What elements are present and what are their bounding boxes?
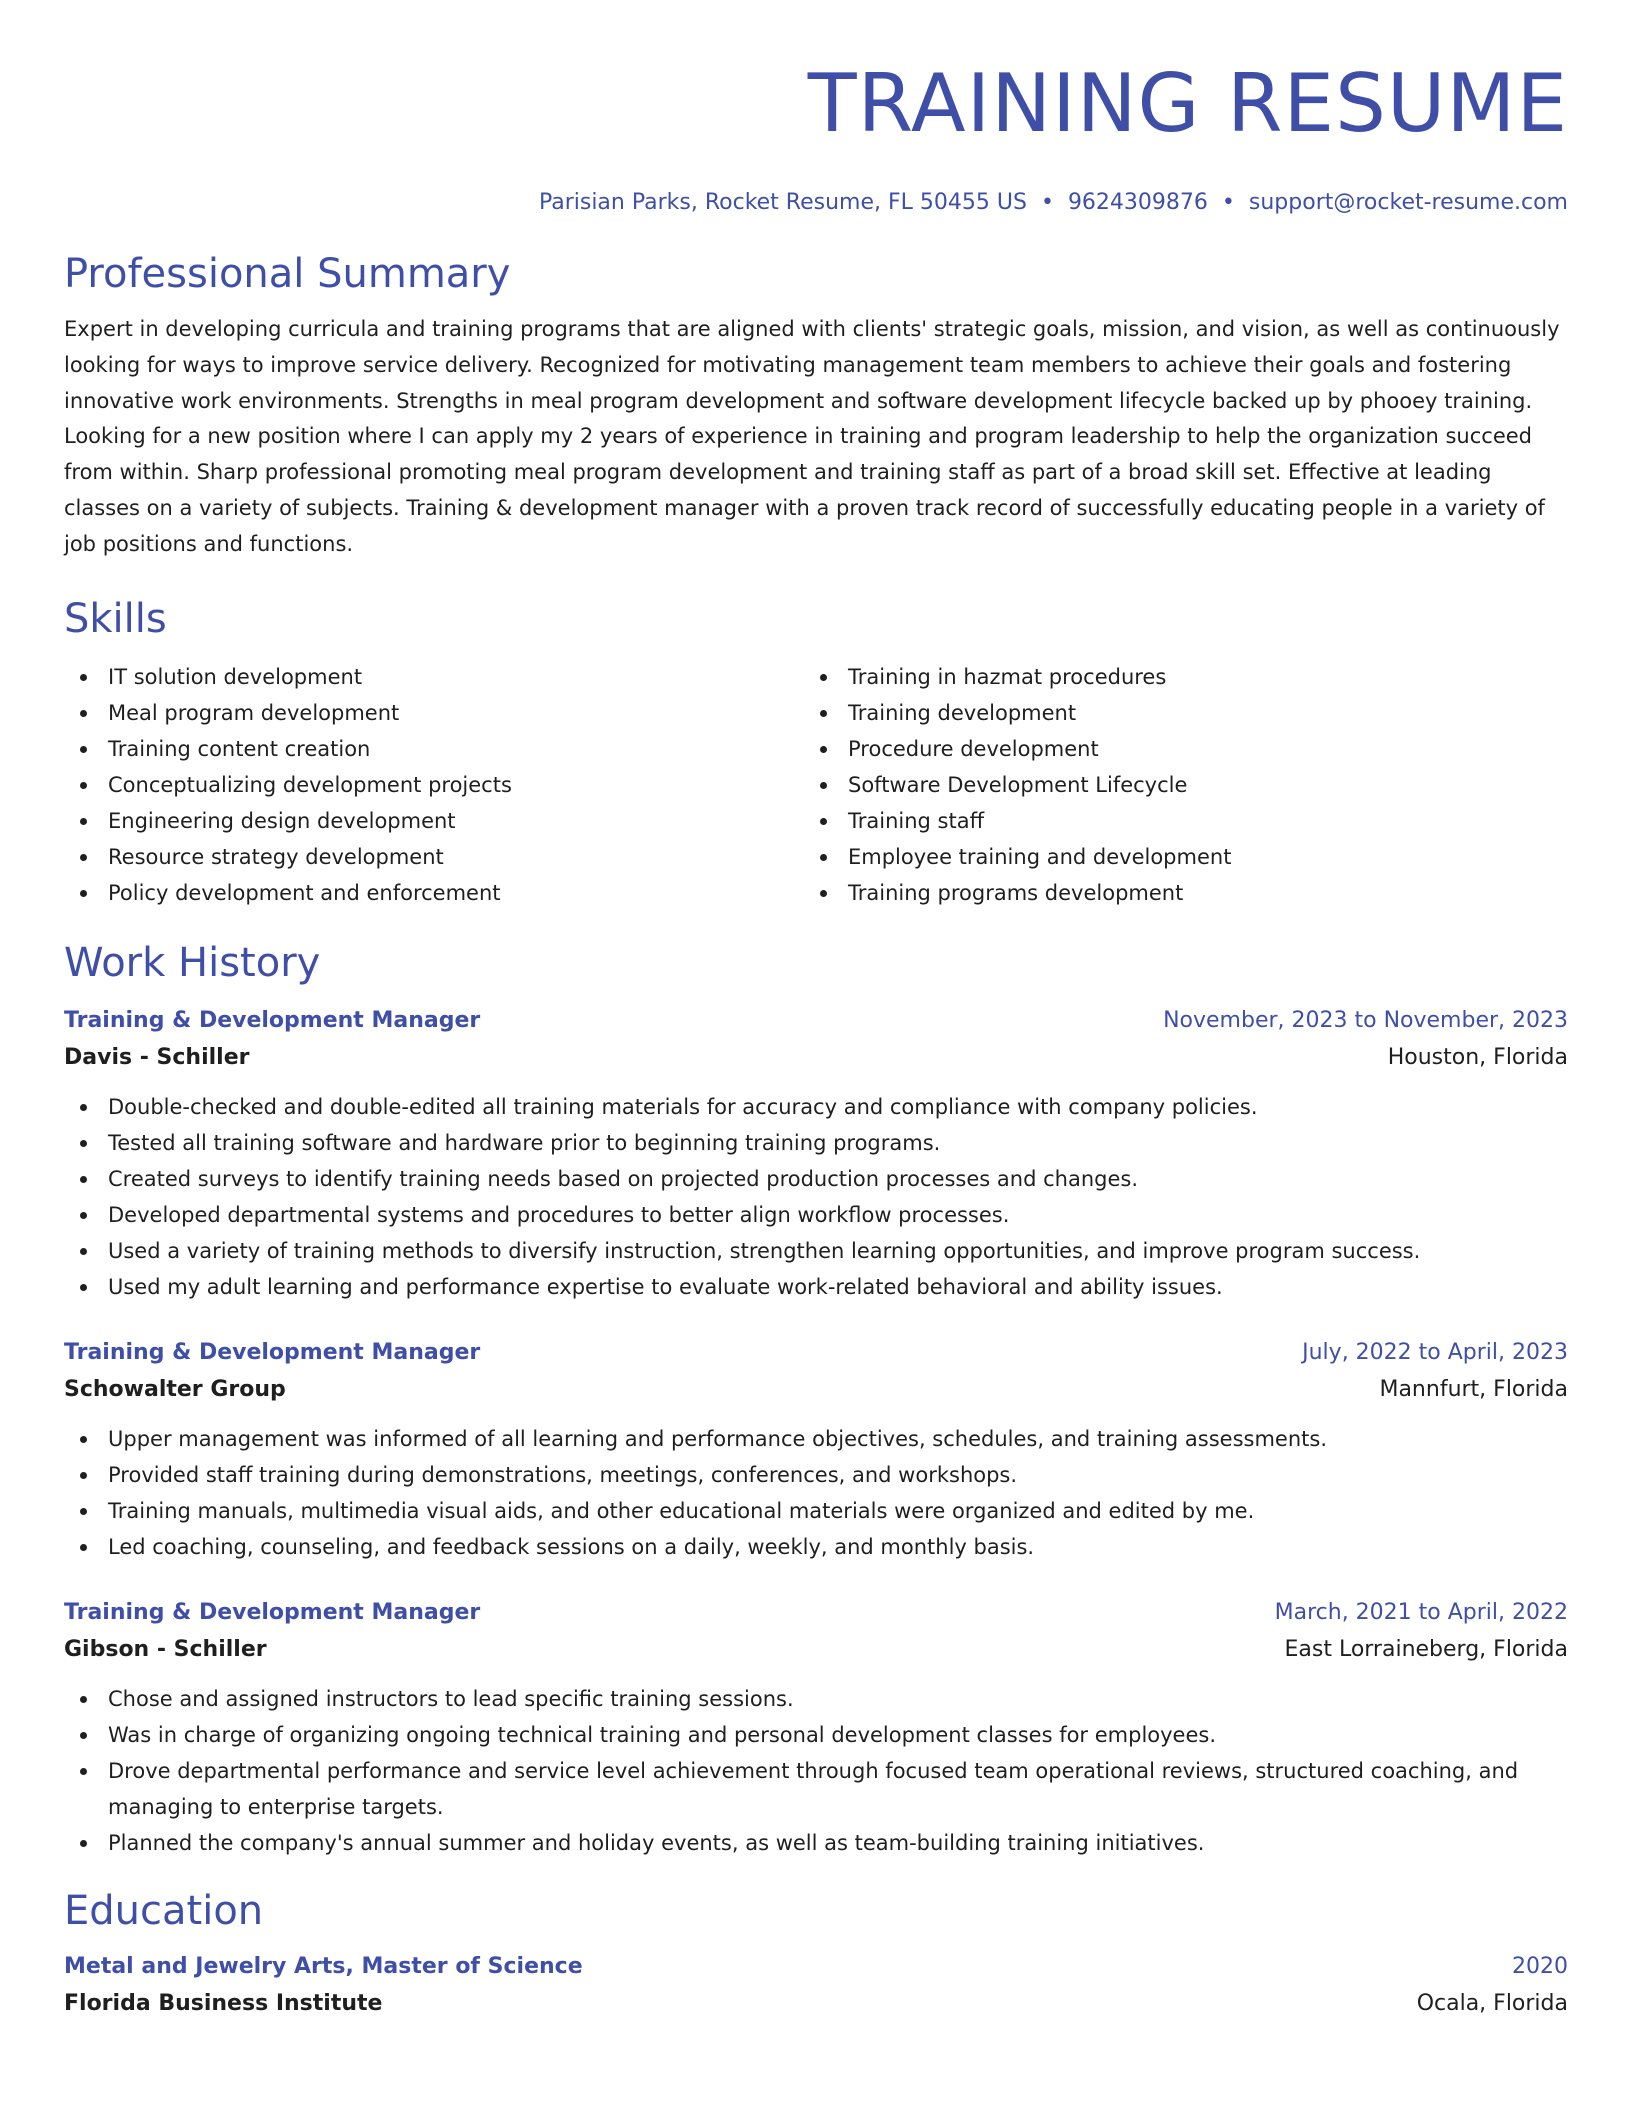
skill-item: Training programs development bbox=[804, 875, 1544, 911]
contact-email: support@rocket-resume.com bbox=[1248, 190, 1568, 215]
job-bullet: Was in charge of organizing ongoing technical training and personal development classes for employees. bbox=[64, 1717, 1568, 1753]
job-company: Davis - Schiller bbox=[64, 1044, 250, 1070]
job-title: Training & Development Manager bbox=[64, 1007, 481, 1033]
skills-heading: Skills bbox=[64, 595, 167, 642]
skill-item: Training in hazmat procedures bbox=[804, 659, 1544, 695]
education-year: 2020 bbox=[1512, 1953, 1568, 1979]
job-bullets bbox=[64, 1089, 1568, 1305]
job-company: Gibson - Schiller bbox=[64, 1636, 267, 1662]
work-history-heading: Work History bbox=[64, 939, 321, 986]
contact-phone: 9624309876 bbox=[1067, 190, 1208, 215]
job-dates: March, 2021 to April, 2022 bbox=[1274, 1599, 1568, 1625]
skill-item: Employee training and development bbox=[804, 839, 1544, 875]
education-school: Florida Business Institute bbox=[64, 1990, 383, 2016]
job-bullet: Double-checked and double-edited all training materials for accuracy and compliance with company policies. bbox=[64, 1089, 1568, 1125]
job-entry bbox=[64, 1595, 1568, 1861]
job-title: Training & Development Manager bbox=[64, 1599, 481, 1625]
contact-separator: • bbox=[1040, 190, 1054, 215]
job-bullet: Chose and assigned instructors to lead specific training sessions. bbox=[64, 1681, 1568, 1717]
education-degree: Metal and Jewelry Arts, Master of Science bbox=[64, 1953, 583, 1979]
summary-heading: Professional Summary bbox=[64, 251, 511, 297]
skill-item: Training staff bbox=[804, 803, 1544, 839]
skills-columns bbox=[64, 659, 1568, 911]
job-bullet: Tested all training software and hardware prior to beginning training programs. bbox=[64, 1125, 1568, 1161]
skill-item: IT solution development bbox=[64, 659, 804, 695]
job-bullet: Drove departmental performance and service level achievement through focused team operational reviews, structured coaching, and managing to enterprise targets. bbox=[64, 1753, 1568, 1825]
skill-item: Software Development Lifecycle bbox=[804, 767, 1544, 803]
summary-text: Expert in developing curricula and training programs that are aligned with clients' strategic goals, mission, and vision, as well as continuously looking for ways to improve service delivery. Recognized for motivating management team members to achieve their goals and fostering innovative work environments. Strengths in meal program development and software development lifecycle backed up by phooey training. Looking for a new position where I can apply my 2 years of experience in training and program leadership to help the organization succeed from within. Sharp professional promoting meal program development and training staff as part of a broad skill set. Effective at leading classes on a variety of subjects. Training & development manager with a proven track record of successfully educating people in a variety of job positions and functions. bbox=[64, 317, 1560, 556]
job-bullet: Used my adult learning and performance expertise to evaluate work-related behavioral and ability issues. bbox=[64, 1269, 1568, 1305]
contact-address: Parisian Parks, Rocket Resume, FL 50455 US bbox=[538, 190, 1027, 215]
skills-list-left bbox=[64, 659, 804, 911]
job-bullet: Provided staff training during demonstrations, meetings, conferences, and workshops. bbox=[64, 1457, 1568, 1493]
job-bullet: Used a variety of training methods to diversify instruction, strengthen learning opportunities, and improve program success. bbox=[64, 1233, 1568, 1269]
skill-item: Resource strategy development bbox=[64, 839, 804, 875]
job-company: Schowalter Group bbox=[64, 1376, 286, 1402]
skill-item: Procedure development bbox=[804, 731, 1544, 767]
education-heading: Education bbox=[64, 1887, 264, 1934]
skill-item: Meal program development bbox=[64, 695, 804, 731]
job-entry bbox=[64, 1003, 1568, 1305]
skill-item: Engineering design development bbox=[64, 803, 804, 839]
resume-name: TRAINING RESUME bbox=[807, 57, 1568, 150]
education-entry bbox=[64, 1949, 1568, 2023]
job-bullet: Developed departmental systems and procedures to better align workflow processes. bbox=[64, 1197, 1568, 1233]
job-dates: November, 2023 to November, 2023 bbox=[1163, 1007, 1568, 1033]
job-location: Houston, Florida bbox=[1387, 1044, 1568, 1070]
job-bullet: Upper management was informed of all learning and performance objectives, schedules, and training assessments. bbox=[64, 1421, 1568, 1457]
skill-item: Policy development and enforcement bbox=[64, 875, 804, 911]
skill-item: Conceptualizing development projects bbox=[64, 767, 804, 803]
contact-separator: • bbox=[1221, 190, 1235, 215]
skill-item: Training development bbox=[804, 695, 1544, 731]
job-bullet: Planned the company's annual summer and holiday events, as well as team-building training initiatives. bbox=[64, 1825, 1568, 1861]
job-bullets bbox=[64, 1421, 1568, 1565]
job-bullet: Created surveys to identify training needs based on projected production processes and changes. bbox=[64, 1161, 1568, 1197]
education-location: Ocala, Florida bbox=[1416, 1990, 1568, 2016]
job-entry bbox=[64, 1335, 1568, 1565]
job-dates: July, 2022 to April, 2023 bbox=[1302, 1339, 1568, 1365]
job-location: Mannfurt, Florida bbox=[1379, 1376, 1568, 1402]
job-location: East Lorraineberg, Florida bbox=[1284, 1636, 1568, 1662]
job-bullet: Led coaching, counseling, and feedback sessions on a daily, weekly, and monthly basis. bbox=[64, 1529, 1568, 1565]
skills-list-right bbox=[804, 659, 1544, 911]
job-bullets bbox=[64, 1681, 1568, 1861]
contact-line bbox=[64, 188, 1568, 218]
job-title: Training & Development Manager bbox=[64, 1339, 481, 1365]
skill-item: Training content creation bbox=[64, 731, 804, 767]
job-bullet: Training manuals, multimedia visual aids, and other educational materials were organized and edited by me. bbox=[64, 1493, 1568, 1529]
